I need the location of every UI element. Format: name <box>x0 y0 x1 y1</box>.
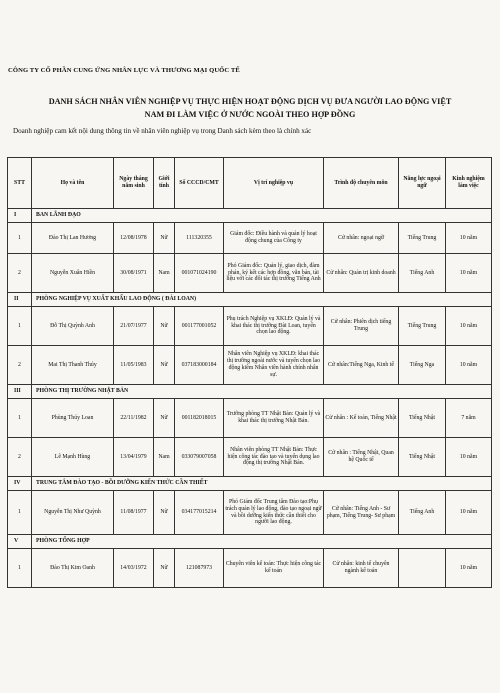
cell-education: Cử nhân : Tiếng Nhật, Quan hệ Quốc tế <box>324 438 399 477</box>
cell-role: Nhân viên Nghiệp vụ XKLĐ: khai thác thị trường ngoài nước và tuyển chọn lao động kiêm Nhân viên hành chính nhân sự. <box>224 346 324 385</box>
cell-dob: 21/07/1977 <box>114 307 154 346</box>
header-stt: STT <box>8 158 32 209</box>
section-title: BAN LÃNH ĐẠO <box>32 209 492 223</box>
cell-dob: 30/08/1971 <box>114 254 154 293</box>
cell-name: Lê Mạnh Hùng <box>32 438 114 477</box>
cell-role: Nhân viên phòng TT Nhật Bản: Thực hiện công tác đào tạo và tuyển dụng lao động thị trường Nhật Bản. <box>224 438 324 477</box>
header-name: Họ và tên <box>32 158 114 209</box>
header-language: Năng lực ngoại ngữ <box>399 158 446 209</box>
cell-name: Đào Thị Lan Hương <box>32 223 114 254</box>
cell-stt: 2 <box>8 346 32 385</box>
section-title: PHÒNG TỔNG HỢP <box>32 535 492 549</box>
cell-name: Nguyễn Thị Như Quỳnh <box>32 491 114 535</box>
cell-gender: Nữ <box>154 491 175 535</box>
table-row <box>8 346 492 385</box>
cell-experience: 10 năm <box>446 254 492 293</box>
cell-name: Nguyễn Xuân Hiền <box>32 254 114 293</box>
section-title: TRUNG TÂM ĐÀO TẠO - BỒI DƯỠNG KIẾN THỨC CẦN THIẾT <box>32 477 492 491</box>
cell-language: Tiếng Anh <box>399 491 446 535</box>
cell-dob: 11/08/1977 <box>114 491 154 535</box>
table-row <box>8 399 492 438</box>
cell-role: Phó Giám đốc Trung tâm Đào tạo:Phụ trách quản lý lao động, đào tạo ngoại ngữ và bồi dưỡng kiến thức cần thiết cho người lao động. <box>224 491 324 535</box>
cell-experience: 10 năm <box>446 549 492 588</box>
cell-id: 034177015214 <box>175 491 224 535</box>
cell-stt: 1 <box>8 491 32 535</box>
cell-dob: 12/08/1978 <box>114 223 154 254</box>
cell-id: 033079007058 <box>175 438 224 477</box>
header-role: Vị trí nghiệp vụ <box>224 158 324 209</box>
cell-stt: 2 <box>8 438 32 477</box>
cell-name: Đào Thị Kim Oanh <box>32 549 114 588</box>
cell-role: Phó Giám đốc: Quản lý, giao dịch, đàm phán, ký kết các hợp đồng, văn bản, tài liệu với các đối tác thị trường Tiếng Anh <box>224 254 324 293</box>
cell-education: Cử nhân: Phiên dịch tiếng Trung <box>324 307 399 346</box>
cell-gender: Nữ <box>154 399 175 438</box>
cell-education: Cử nhân : Kế toán, Tiếng Nhật <box>324 399 399 438</box>
cell-id: 001071024190 <box>175 254 224 293</box>
cell-education: Cử nhân: ngoại ngữ <box>324 223 399 254</box>
cell-stt: 1 <box>8 223 32 254</box>
section-row <box>8 535 492 549</box>
cell-name: Đỗ Thị Quỳnh Anh <box>32 307 114 346</box>
cell-dob: 13/04/1979 <box>114 438 154 477</box>
cell-education: Cử nhân:Tiếng Nga, Kinh tế <box>324 346 399 385</box>
section-title: PHÒNG NGHIỆP VỤ XUẤT KHẨU LAO ĐỘNG ( ĐÀI LOAN) <box>32 293 492 307</box>
table-row <box>8 549 492 588</box>
table-row <box>8 254 492 293</box>
header-gender: Giới tính <box>154 158 175 209</box>
cell-language: Tiếng Trung <box>399 223 446 254</box>
cell-dob: 11/05/1983 <box>114 346 154 385</box>
section-number: I <box>8 209 32 223</box>
cell-experience: 10 năm <box>446 491 492 535</box>
cell-education: Cử nhân: Quản trị kinh doanh <box>324 254 399 293</box>
company-name: CÔNG TY CỔ PHẦN CUNG ỨNG NHÂN LỰC VÀ THƯƠNG MẠI QUỐC TẾ <box>8 67 240 74</box>
section-row <box>8 209 492 223</box>
cell-name: Mai Thị Thanh Thúy <box>32 346 114 385</box>
cell-role: Chuyên viên kế toán: Thực hiện công tác kế toán <box>224 549 324 588</box>
header-education: Trình độ chuyên môn <box>324 158 399 209</box>
table-row <box>8 438 492 477</box>
cell-language: Tiếng Trung <box>399 307 446 346</box>
cell-id: 037183000184 <box>175 346 224 385</box>
cell-gender: Nữ <box>154 549 175 588</box>
section-title: PHÒNG THỊ TRƯỜNG NHẬT BẢN <box>32 385 492 399</box>
cell-name: Phùng Thúy Loan <box>32 399 114 438</box>
header-dob: Ngày tháng năm sinh <box>114 158 154 209</box>
section-number: IV <box>8 477 32 491</box>
cell-dob: 14/03/1972 <box>114 549 154 588</box>
header-experience: Kinh nghiệm làm việc <box>446 158 492 209</box>
section-number: III <box>8 385 32 399</box>
cell-stt: 2 <box>8 254 32 293</box>
section-number: V <box>8 535 32 549</box>
cell-language: Tiếng Nhật <box>399 438 446 477</box>
cell-language: Tiếng Anh <box>399 254 446 293</box>
cell-experience: 10 năm <box>446 223 492 254</box>
cell-gender: Nữ <box>154 346 175 385</box>
table-row <box>8 223 492 254</box>
cell-experience: 10 năm <box>446 438 492 477</box>
cell-experience: 7 năm <box>446 399 492 438</box>
cell-id: 001182018015 <box>175 399 224 438</box>
table-row <box>8 307 492 346</box>
cell-role: Giám đốc: Điều hành và quản lý hoạt động chung của Công ty <box>224 223 324 254</box>
cell-stt: 1 <box>8 399 32 438</box>
cell-id: 121087973 <box>175 549 224 588</box>
document-title <box>0 95 500 121</box>
cell-gender: Nữ <box>154 307 175 346</box>
table-header-row <box>8 158 492 209</box>
cell-id: 001177001052 <box>175 307 224 346</box>
cell-stt: 1 <box>8 307 32 346</box>
cell-stt: 1 <box>8 549 32 588</box>
cell-dob: 22/11/1982 <box>114 399 154 438</box>
cell-role: Phụ trách Nghiệp vụ XKLĐ: Quản lý và khai thác thị trường Đài Loan, tuyển chọn lao động. <box>224 307 324 346</box>
cell-gender: Nam <box>154 254 175 293</box>
cell-experience: 10 năm <box>446 307 492 346</box>
cell-education: Cử nhân: kinh tế chuyên ngành kế toán <box>324 549 399 588</box>
section-row <box>8 477 492 491</box>
header-id: Số CCCD/CMT <box>175 158 224 209</box>
cell-role: Trưởng phòng TT Nhật Bản: Quản lý và khai thác thị trường Nhật Bản. <box>224 399 324 438</box>
cell-gender: Nữ <box>154 223 175 254</box>
section-row <box>8 385 492 399</box>
section-row <box>8 293 492 307</box>
cell-language: Tiếng Nhật <box>399 399 446 438</box>
cell-id: 111320355 <box>175 223 224 254</box>
table-row <box>8 491 492 535</box>
cell-education: Cử nhân: Tiếng Anh - Sư phạm, Tiếng Trung- Sư phạm <box>324 491 399 535</box>
cell-language <box>399 549 446 588</box>
title-line-2: NAM ĐI LÀM VIỆC Ở NƯỚC NGOÀI THEO HỢP ĐỒNG <box>144 110 356 119</box>
section-number: II <box>8 293 32 307</box>
cell-gender: Nam <box>154 438 175 477</box>
cell-experience: 10 năm <box>446 346 492 385</box>
staff-table <box>7 157 492 588</box>
commitment-statement: Doanh nghiệp cam kết nội dung thông tin về nhân viên nghiệp vụ trong Danh sách kèm theo là chính xác <box>13 127 312 135</box>
cell-language: Tiếng Nga <box>399 346 446 385</box>
title-line-1: DANH SÁCH NHÂN VIÊN NGHIỆP VỤ THỰC HIỆN HOẠT ĐỘNG DỊCH VỤ ĐƯA NGƯỜI LAO ĐỘNG VIỆT <box>48 97 452 106</box>
